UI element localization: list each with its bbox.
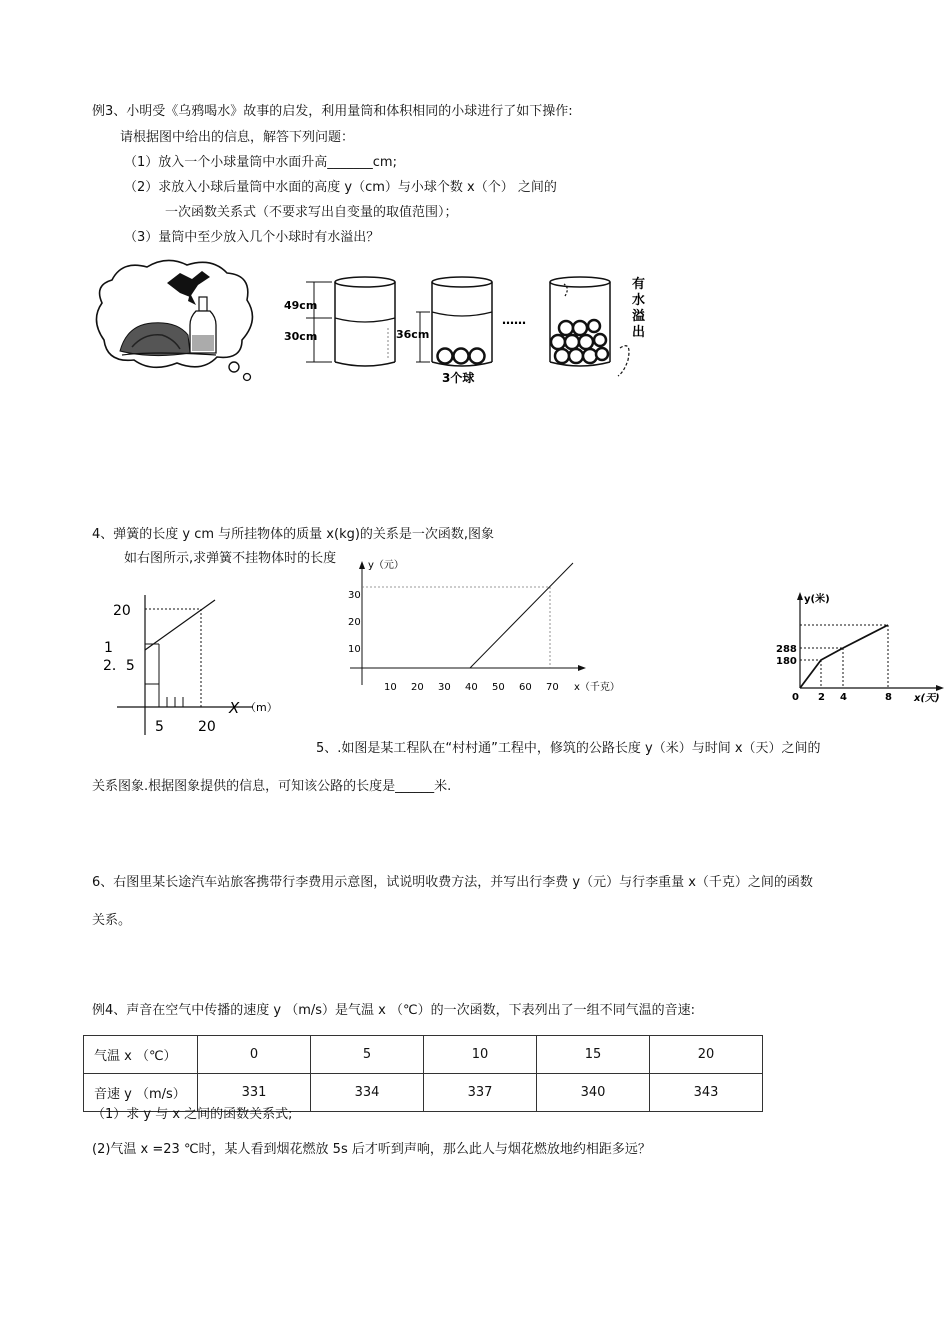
- height-49-label: 49cm: [284, 299, 318, 312]
- table-cell: 343: [650, 1074, 763, 1112]
- luggage-x20-label: 20: [411, 682, 424, 693]
- luggage-y10-label: 10: [348, 644, 361, 655]
- q3-part3: （3）量筒中至少放入几个小球时有水溢出？: [124, 230, 380, 245]
- road-x8-label: 8: [885, 692, 892, 703]
- table-row: [84, 1074, 763, 1112]
- table-header-sound-speed: 音速 y （m/s）: [84, 1074, 198, 1112]
- spring-y25-label: 2．5: [103, 658, 135, 674]
- road-y180-label: 180: [776, 656, 797, 667]
- table-cell: 5: [311, 1036, 424, 1074]
- q4-line1: 4、弹簧的长度 y cm 与所挂物体的质量 x(kg)的关系是一次函数,图象: [92, 527, 495, 542]
- q6-line1: 6、右图里某长途汽车站旅客携带行李费用示意图，试说明收费方法，并写出行李费 y（元）与行李重量 x（千克）之间的函数: [92, 875, 813, 890]
- cylinder-three-balls: [432, 277, 492, 366]
- road-x-axis-label: x(天): [914, 693, 940, 704]
- luggage-x50-label: 50: [492, 682, 505, 693]
- q5-line1: 5、.如图是某工程队在“村村通”工程中，修筑的公路长度 y（米）与时间 x（天）之间的: [316, 741, 821, 756]
- spring-y20-label: 20: [113, 603, 131, 619]
- table-cell: 10: [424, 1036, 537, 1074]
- spring-x-axis-label: X: [229, 699, 240, 717]
- luggage-y20-label: 20: [348, 617, 361, 628]
- spring-x5-label: 5: [155, 719, 164, 735]
- overflow-char-4: 出: [632, 325, 646, 340]
- q3-part2: （2）求放入小球后量筒中水面的高度 y（cm）与小球个数 x（个） 之间的: [124, 180, 557, 195]
- q4-line2: 如右图所示,求弹簧不挂物体时的长度: [124, 551, 337, 566]
- overflow-char-3: 溢: [632, 309, 646, 324]
- cylinders-figure: [280, 268, 660, 398]
- table-row: [84, 1036, 763, 1074]
- table-cell: 334: [311, 1074, 424, 1112]
- spring-y1-label: 1: [104, 640, 113, 656]
- ex4-title: 例4、声音在空气中传播的速度 y （m/s）是气温 x （℃）的一次函数，下表列出了一组不同气温的音速:: [92, 1003, 695, 1018]
- spring-x-unit-label: （m）: [245, 701, 278, 714]
- q3-part2-cont: 一次函数关系式（不要求写出自变量的取值范围）；: [165, 205, 458, 220]
- luggage-fee-graph: [340, 555, 630, 695]
- crow-bubble-illustration: [92, 255, 262, 385]
- luggage-x40-label: 40: [465, 682, 478, 693]
- luggage-y-axis-label: y（元）: [368, 560, 404, 571]
- ex4-part2: (2)气温 x =23 ℃时，某人看到烟花燃放 5s 后才听到声响，那么此人与烟花燃放地约相距多远？: [92, 1142, 651, 1157]
- ellipsis-dots: ……: [502, 313, 526, 327]
- road-x4-label: 4: [840, 692, 847, 703]
- cylinder-empty: [335, 277, 395, 366]
- q3-part1: （1）放入一个小球量筒中水面升高_______cm;: [124, 155, 397, 170]
- table-cell: 20: [650, 1036, 763, 1074]
- spring-graph: [95, 595, 295, 740]
- q3-title: 例3、小明受《乌鸦喝水》故事的启发，利用量筒和体积相同的小球进行了如下操作:: [92, 104, 573, 119]
- height-30-label: 30cm: [284, 330, 318, 343]
- table-cell: 331: [198, 1074, 311, 1112]
- luggage-x60-label: 60: [519, 682, 532, 693]
- overflow-char-1: 有: [632, 277, 646, 292]
- luggage-x70-label: 70: [546, 682, 559, 693]
- ex4-part1: （1）求 y 与 x 之间的函数关系式;: [92, 1107, 293, 1122]
- road-origin-label: 0: [792, 692, 799, 703]
- road-x2-label: 2: [818, 692, 825, 703]
- table-cell: 340: [537, 1074, 650, 1112]
- spring-x20-label: 20: [198, 719, 216, 735]
- luggage-y30-label: 30: [348, 590, 361, 601]
- overflow-char-2: 水: [632, 293, 646, 308]
- table-header-temperature: 气温 x （℃）: [84, 1036, 198, 1074]
- road-y288-label: 288: [776, 644, 797, 655]
- road-length-graph: [770, 590, 945, 715]
- luggage-x-axis-label: x（千克）: [574, 682, 620, 693]
- table-cell: 0: [198, 1036, 311, 1074]
- luggage-x30-label: 30: [438, 682, 451, 693]
- table-cell: 15: [537, 1036, 650, 1074]
- q6-line2: 关系。: [92, 913, 132, 928]
- luggage-x10-label: 10: [384, 682, 397, 693]
- cylinder-overflow: [550, 277, 629, 376]
- q5-line2: 关系图象.根据图象提供的信息，可知该公路的长度是______米.: [92, 779, 452, 794]
- q3-intro: 请根据图中给出的信息，解答下列问题：: [120, 130, 355, 145]
- table-cell: 337: [424, 1074, 537, 1112]
- three-balls-label: 3个球: [442, 371, 475, 385]
- road-y-axis-label: y(米): [804, 594, 830, 605]
- height-36-label: 36cm: [396, 328, 430, 341]
- sound-speed-table: [83, 1035, 763, 1112]
